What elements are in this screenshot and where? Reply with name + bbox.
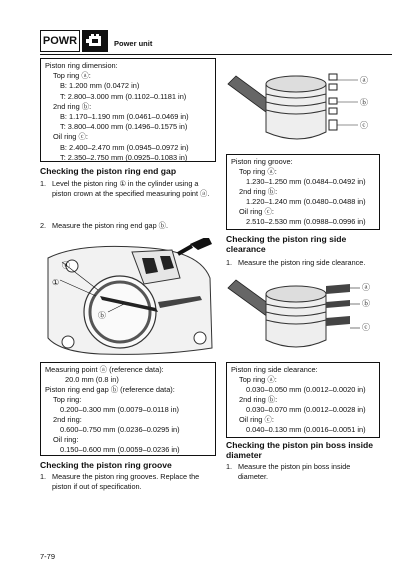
ring-groove-illustration xyxy=(226,60,376,150)
header-rule xyxy=(40,54,392,55)
step-text: Measure the piston ring end gap ⓑ. xyxy=(52,221,169,230)
step-number: 1. xyxy=(226,258,233,267)
page-header xyxy=(40,30,392,52)
step-number: 1. xyxy=(40,472,47,481)
spec-line: 2nd ring ⓑ: xyxy=(239,395,278,404)
step-measure-grooves xyxy=(40,472,216,494)
spec-line: 0.200–0.300 mm (0.0079–0.0118 in) xyxy=(60,405,180,414)
spec-line: 0.030–0.070 mm (0.0012–0.0028 in) xyxy=(246,405,366,414)
section-title: Power unit xyxy=(114,39,153,48)
heading-end-gap: Checking the piston ring end gap xyxy=(40,166,177,176)
callout-b: ⓑ xyxy=(98,311,106,320)
spec-line: Oil ring ⓒ: xyxy=(239,207,274,216)
spec-line: 1.220–1.240 mm (0.0480–0.0488 in) xyxy=(246,197,366,206)
step-text: Measure the piston pin boss inside diameter. xyxy=(238,462,351,481)
spec-line: 0.600–0.750 mm (0.0236–0.0295 in) xyxy=(60,425,180,434)
spec-box-ring-groove xyxy=(226,154,380,230)
callout-b: ⓑ xyxy=(360,98,368,107)
spec-line: 2nd ring ⓑ: xyxy=(239,187,278,196)
step-text: Measure the piston ring side clearance. xyxy=(238,258,366,267)
spec-line: Top ring ⓐ: xyxy=(53,71,91,81)
spec-line: Top ring ⓐ: xyxy=(239,375,277,384)
callout-a: ⓐ xyxy=(62,261,70,270)
spec-line: Piston ring groove: xyxy=(231,157,293,166)
spec-line: T: 2.350–2.750 mm (0.0925–0.1083 in) xyxy=(60,152,188,162)
step-number: 2. xyxy=(40,221,47,230)
spec-line: 1.230–1.250 mm (0.0484–0.0492 in) xyxy=(246,177,366,186)
step-number: 1. xyxy=(226,462,233,471)
spec-line: 2.510–2.530 mm (0.0988–0.0996 in) xyxy=(246,217,366,226)
spec-line: Piston ring end gap ⓑ (reference data): xyxy=(45,385,175,394)
heading-ring-groove: Checking the piston ring groove xyxy=(40,460,172,470)
callout-c: ⓒ xyxy=(362,323,370,332)
engine-block-icon xyxy=(82,30,108,52)
step-measure-side-clearance xyxy=(226,258,386,270)
step-text: Measure the piston ring grooves. Replace the piston if out of specification. xyxy=(52,472,200,491)
spec-line: B: 1.200 mm (0.0472 in) xyxy=(60,81,140,91)
spec-line: Piston ring dimension: xyxy=(45,61,118,70)
spec-line: B: 2.400–2.470 mm (0.0945–0.0972 in) xyxy=(60,142,189,152)
callout-a: ⓐ xyxy=(362,283,370,292)
spec-line: Top ring ⓐ: xyxy=(239,167,277,176)
spec-line: 2nd ring ⓑ: xyxy=(53,101,92,111)
step-measure-pin-boss xyxy=(226,462,380,484)
section-badge: POWR xyxy=(40,30,80,52)
spec-line: 0.150–0.600 mm (0.0059–0.0236 in) xyxy=(60,445,180,454)
callout-c: ⓒ xyxy=(360,121,368,130)
spec-line: Top ring: xyxy=(53,395,82,404)
spec-line: Oil ring ⓒ: xyxy=(239,415,274,424)
spec-line: T: 3.800–4.000 mm (0.1496–0.1575 in) xyxy=(60,122,188,132)
step-text: Level the piston ring ① in the cylinder using a piston crown at the specified measuring point ⓐ. xyxy=(52,179,210,198)
step-1-level-ring xyxy=(40,179,216,219)
callout-1: ① xyxy=(52,278,60,287)
heading-pin-boss: Checking the piston pin boss inside diameter xyxy=(226,440,374,460)
callout-b: ⓑ xyxy=(362,299,370,308)
spec-line: 2nd ring: xyxy=(53,415,82,424)
spec-box-ring-dimension xyxy=(40,58,216,162)
spec-line: 0.030–0.050 mm (0.0012–0.0020 in) xyxy=(246,385,366,394)
spec-line: Measuring point ⓐ (reference data): xyxy=(45,365,164,374)
step-2-measure-gap xyxy=(40,221,216,233)
heading-side-clearance: Checking the piston ring side clearance xyxy=(226,234,347,254)
cylinder-end-gap-illustration xyxy=(40,238,216,358)
spec-line: Oil ring ⓒ: xyxy=(53,132,88,142)
spec-line: T: 2.800–3.000 mm (0.1102–0.1181 in) xyxy=(60,91,187,101)
spec-line: Oil ring: xyxy=(53,435,79,444)
spec-line: 0.040–0.130 mm (0.0016–0.0051 in) xyxy=(246,425,366,434)
page-number: 7-79 xyxy=(40,552,56,561)
spec-box-end-gap xyxy=(40,362,216,456)
spec-line: 20.0 mm (0.8 in) xyxy=(65,375,119,384)
side-clearance-illustration xyxy=(226,274,376,360)
spec-line: B: 1.170–1.190 mm (0.0461–0.0469 in) xyxy=(60,112,189,122)
step-number: 1. xyxy=(40,179,47,188)
spec-box-side-clearance xyxy=(226,362,380,438)
callout-a: ⓐ xyxy=(360,76,368,85)
spec-line: Piston ring side clearance: xyxy=(231,365,318,374)
